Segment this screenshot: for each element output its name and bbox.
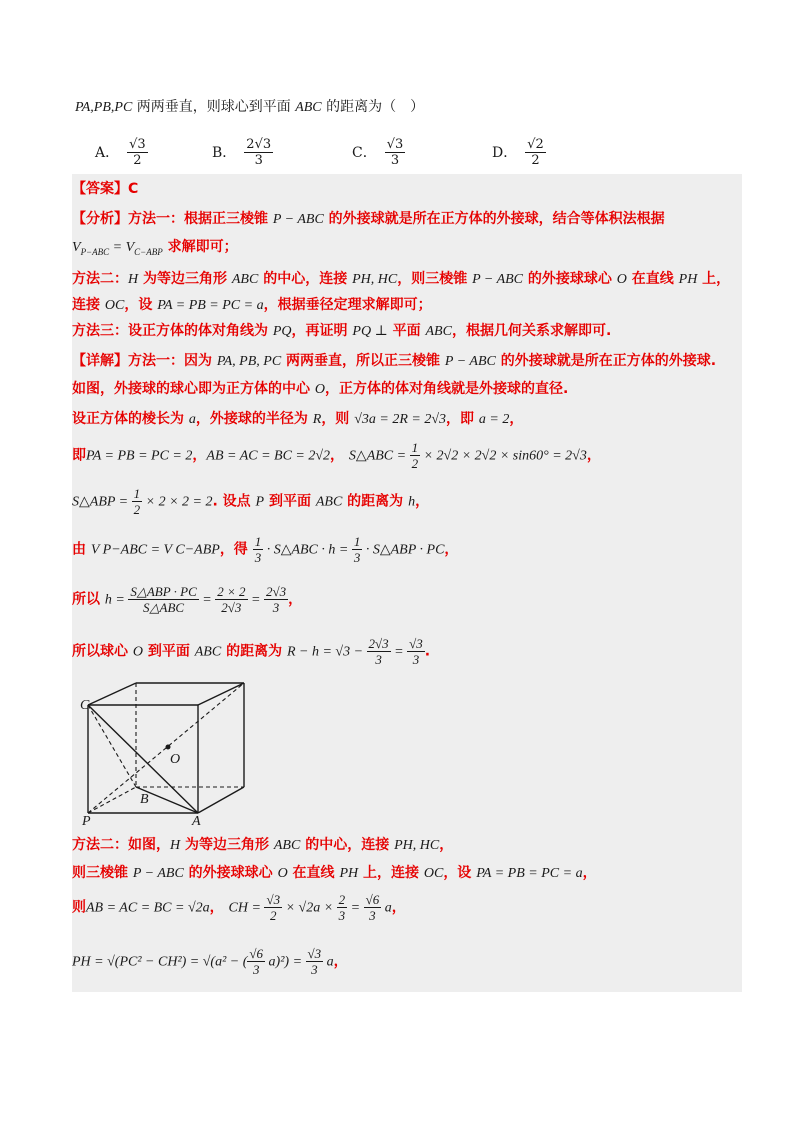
- options: [0, 132, 800, 172]
- label-p: P: [82, 814, 91, 825]
- question-tail: 的距离为（ ）: [321, 99, 425, 115]
- detail-line-4: 即PA = PB = PC = 2，AB = AC = BC = 2√2， S△ABC = $\frac{1}{2}$ × 2√2 × 2√2 × sin60° = 2√3，: [72, 440, 601, 471]
- label-a: A: [192, 814, 201, 825]
- analysis-line-1: 【分析】方法一：根据正三棱锥 P − ABC 的外接球就是所在正方体的外接球，结合等体积法根据: [72, 211, 665, 227]
- method2-line-1: 方法二：H 为等边三角形 ABC 的中心，连接 PH, HC，则三棱锥 P − ABC 的外接球球心 O 在直线 PH 上，: [72, 271, 731, 287]
- cube-figure: [80, 679, 252, 825]
- option-b[interactable]: B． $\frac{2√3}{3}$: [212, 136, 272, 168]
- method3-line: 方法三：设正方体的体对角线为 PQ，再证明 PQ ⊥ 平面 ABC，根据几何关系求解即可.: [72, 323, 612, 339]
- detail-line-1: 【详解】方法一：因为 PA, PB, PC 两两垂直，所以正三棱锥 P − ABC 的外接球就是所在正方体的外接球.: [72, 353, 717, 369]
- question-plane: ABC: [295, 100, 322, 115]
- label-c: C: [80, 698, 90, 713]
- method2-detail-line-1: 方法二：如图，H 为等边三角形 ABC 的中心，连接 PH, HC，: [72, 837, 454, 853]
- method2-detail-line-3: 则AB = AC = BC = √2a， CH = $\frac{√3}{2}$ × √2a × $\frac{2}{3}$ = $\frac{√6}{3}$ a，: [72, 892, 406, 923]
- label-o: O: [170, 752, 181, 767]
- option-c[interactable]: C． $\frac{√3}{3}$: [352, 136, 404, 168]
- center-point-o: [166, 745, 171, 750]
- option-d[interactable]: D． $\frac{√2}{2}$: [492, 136, 544, 168]
- method2-detail-line-4: PH = √(PC² − CH²) = √(a² − ( $\frac{√6}{3}$ a)²) = $\frac{√3}{3}$ a，: [72, 946, 348, 977]
- answer-line: 【答案】C: [72, 181, 139, 197]
- detail-line-8: 所以球心 O 到平面 ABC 的距离为 R − h = √3 − $\frac{2√3}{3}$ = $\frac{√3}{3}$ .: [72, 636, 431, 667]
- label-b: B: [140, 792, 149, 807]
- detail-line-6: 由 V P−ABC = V C−ABP，得 $\frac{1}{3}$ · S△ABC · h = $\frac{1}{3}$ · S△ABP · PC，: [72, 534, 459, 565]
- method2-detail-line-2: 则三棱锥 P − ABC 的外接球球心 O 在直线 PH 上，连接 OC，设 PA = PB = PC = a，: [72, 865, 597, 881]
- option-a[interactable]: A． $\frac{√3}{2}$: [95, 136, 146, 168]
- question-text: 两两垂直，则球心到平面: [132, 99, 296, 115]
- solution-panel: [72, 174, 742, 992]
- question-stem: [75, 96, 735, 119]
- detail-line-2: 如图，外接球的球心即为正方体的中心 O，正方体的体对角线就是外接球的直径.: [72, 381, 569, 397]
- method2-line-2: 连接 OC，设 PA = PB = PC = a，根据垂径定理求解即可；: [72, 297, 432, 313]
- analysis-line-2: $V_{P-ABC} = V_{C-ABP}$ 求解即可；: [72, 239, 238, 257]
- detail-line-7: 所以 h = S△ABP · PC S△ABC = $\frac{2 \times 2}{2√3}$ = $\frac{2√3}{3}$ ，: [72, 584, 303, 615]
- detail-line-3: 设正方体的棱长为 a，外接球的半径为 R，则 √3a = 2R = 2√3，即 a = 2，: [72, 411, 524, 427]
- detail-line-5: S△ABP = $\frac{1}{2}$ × 2 × 2 = 2. 设点 P 到平面 ABC 的距离为 h，: [72, 486, 430, 517]
- question-lines: PA,PB,PC: [75, 100, 133, 115]
